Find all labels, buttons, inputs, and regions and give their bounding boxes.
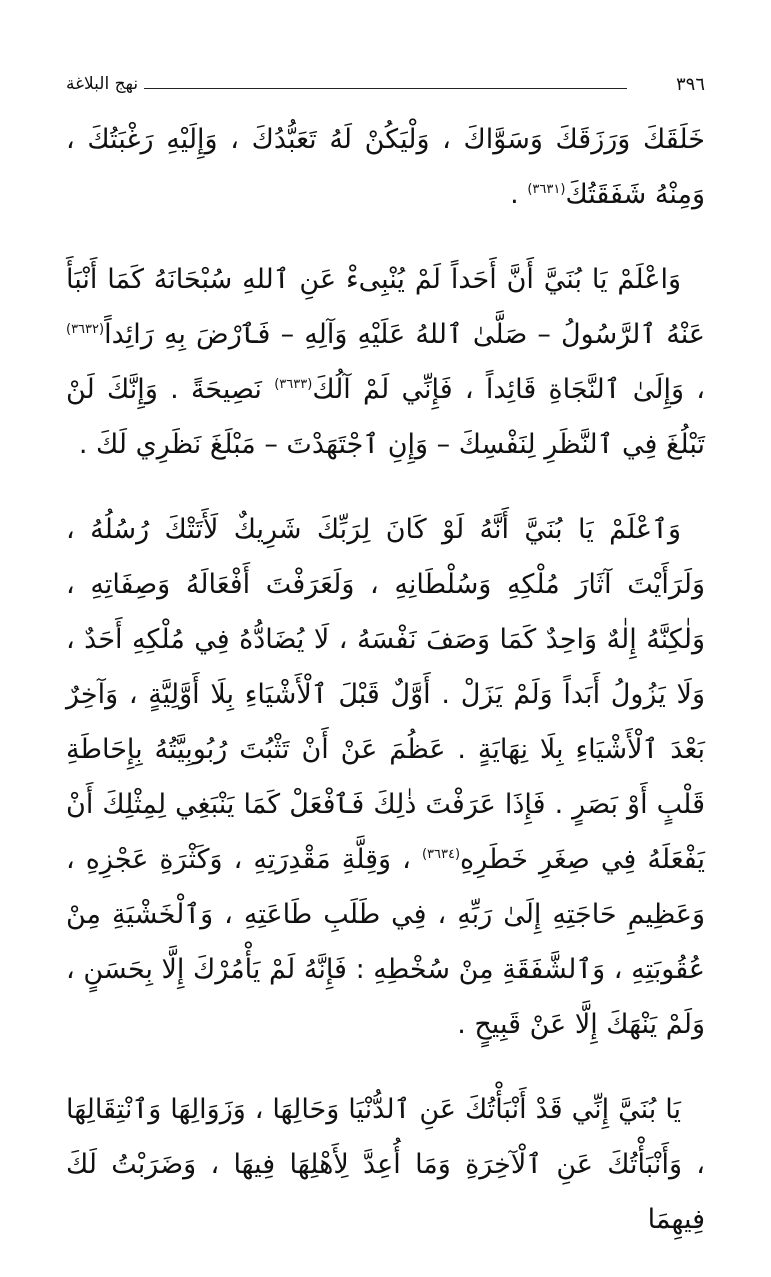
footnote-marker: (٣٦٣٢) (66, 322, 105, 337)
text-run: نَصِيحَةً . وَإِنَّكَ لَنْ تَبْلُغَ فِي ٱلنَّظَرِ لِنَفْسِكَ – وَإِنِ ٱجْتَهَدْتَ – مَبْلَغَ نَظَرِي لَكَ . (66, 374, 705, 460)
text-run: ، وَإِلَىٰ ٱلنَّجَاةِ قَائِداً ، فَإِنِّي لَمْ آلُكَ (312, 374, 706, 405)
text-run: وَٱعْلَمْ يَا بُنَيَّ أَنَّهُ لَوْ كَانَ لِرَبِّكَ شَرِيكٌ لَأَتَتْكَ رُسُلُهُ ، وَلَرَأَيْتَ آثَارَ مُلْكِهِ وَسُلْطَانِهِ ، وَلَعَرَفْتَ أَفْعَالَهُ وَصِفَاتِهِ ، وَلٰكِنَّهُ إِلٰهٌ وَاحِدٌ كَمَا وَصَفَ نَفْسَهُ ، لَا يُضَادُّهُ فِي مُلْكِهِ أَحَدٌ ، وَلَا يَزُولُ أَبَداً وَلَمْ يَزَلْ . أَوَّلٌ قَبْلَ ٱلْأَشْيَاءِ بِلَا أَوَّلِيَّةٍ ، وَآخِرٌ بَعْدَ ٱلْأَشْيَاءِ بِلَا نِهَايَةٍ . عَظُمَ عَنْ أَنْ تَثْبُتَ رُبُوبِيَّتُهُ بِإِحَاطَةِ قَلْبٍ أَوْ بَصَرٍ . فَإِذَا عَرَفْتَ ذٰلِكَ فَٱفْعَلْ كَمَا يَنْبَغِي لِمِثْلِكَ أَنْ يَفْعَلَهُ فِي صِغَرِ خَطَرِهِ (66, 514, 705, 875)
body-text (66, 112, 705, 1277)
footnote-marker: (٣٦٣٣) (274, 377, 313, 392)
text-run: وَاعْلَمْ يَا بُنَيَّ أَنَّ أَحَداً لَمْ يُنْبِىءْ عَنِ ٱللهِ سُبْحَانَهُ كَمَا أَنْبَأَ عَنْهُ ٱلرَّسُولُ – صَلَّىٰ ٱللهُ عَلَيْهِ وَآلِهِ – فَٱرْضَ بِهِ رَائِداً (66, 264, 705, 350)
running-header (66, 74, 705, 104)
text-run: يَا بُنَيَّ إِنِّي قَدْ أَنْبَأْتُكَ عَنِ ٱلدُّنْيَا وَحَالِهَا ، وَزَوَالِهَا وَٱنْتِقَالِهَا ، وَأَنْبَأْتُكَ عَنِ ٱلْآخِرَةِ وَمَا أُعِدَّ لِأَهْلِهَا فِيهَا ، وَضَرَبْتُ لَكَ فِيهِمَا (66, 1094, 705, 1235)
text-run: ، وَقِلَّةِ مَقْدِرَتِهِ ، وَكَثْرَةِ عَجْزِهِ ، وَعَظِيمِ حَاجَتِهِ إِلَىٰ رَبِّهِ ، فِي طَلَبِ طَاعَتِهِ ، وَٱلْخَشْيَةِ مِنْ عُقُوبَتِهِ ، وَٱلشَّفَقَةِ مِنْ سُخْطِهِ : فَإِنَّهُ لَمْ يَأْمُرْكَ إِلَّا بِحَسَنٍ ، وَلَمْ يَنْهَكَ إِلَّا عَنْ قَبِيحٍ . (66, 844, 705, 1040)
page-number: ٣٩٦ (675, 74, 705, 95)
header-rule (144, 88, 627, 89)
paragraph (66, 1082, 705, 1247)
paragraph (66, 112, 705, 222)
footnote-marker: (٣٦٣٤) (421, 847, 461, 862)
book-title: نهج البلاغة (66, 74, 139, 94)
paragraph (66, 502, 705, 1052)
text-run: . (510, 179, 528, 210)
text-run: خَلَقَكَ وَرَزَقَكَ وَسَوَّاكَ ، وَلْيَكُنْ لَهُ تَعَبُّدُكَ ، وَإِلَيْهِ رَغْبَتُكَ ، وَمِنْهُ شَفَقَتُكَ (66, 124, 705, 210)
footnote-marker: (٣٦٣١) (527, 182, 566, 197)
paragraph (66, 252, 705, 472)
